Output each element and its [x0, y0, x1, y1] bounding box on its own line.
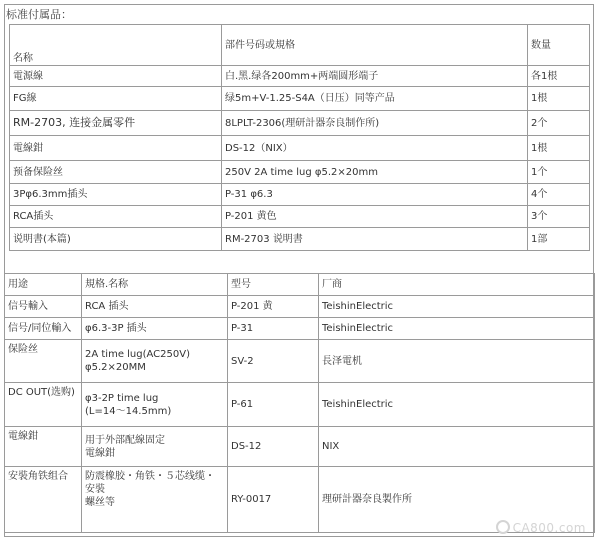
table-row: [10, 184, 590, 206]
spec-cell: φ3-2P time lug (L=14～14.5mm): [82, 383, 228, 427]
item-spec: RM-2703 说明書: [222, 228, 528, 251]
use-cell: DC OUT(选购): [5, 383, 82, 427]
table-row: [10, 228, 590, 251]
header-name: 名称: [10, 25, 222, 66]
model-cell: P-31: [228, 318, 319, 340]
spec-cell: φ6.3-3P 插头: [82, 318, 228, 340]
item-name: 预备保险丝: [10, 161, 222, 184]
table-row: [10, 66, 590, 87]
item-name: 電線鉗: [10, 136, 222, 161]
table-row: [5, 340, 595, 383]
item-name: RCA插头: [10, 206, 222, 228]
item-name: 3Pφ6.3mm插头: [10, 184, 222, 206]
item-qty: 3个: [528, 206, 590, 228]
optional-parts-table: [4, 273, 595, 533]
item-qty: 1根: [528, 87, 590, 111]
table-row: [10, 136, 590, 161]
item-name: 说明書(本篇): [10, 228, 222, 251]
maker-cell: 理研計器奈良製作所: [319, 467, 595, 533]
model-cell: SV-2: [228, 340, 319, 383]
item-qty: 各1根: [528, 66, 590, 87]
use-cell: 電線鉗: [5, 427, 82, 467]
item-qty: 1根: [528, 136, 590, 161]
spec-cell: 用于外部配線固定 電線鉗: [82, 427, 228, 467]
standard-accessories-table: [9, 24, 590, 251]
maker-cell: NIX: [319, 427, 595, 467]
item-spec: 250V 2A time lug φ5.2×20mm: [222, 161, 528, 184]
header-maker: 厂商: [319, 274, 595, 296]
item-name: RM-2703, 连接金属零件: [10, 111, 222, 136]
header-use: 用途: [5, 274, 82, 296]
table-row: [10, 206, 590, 228]
item-spec: 8LPLT-2306(理研計器奈良制作所): [222, 111, 528, 136]
item-spec: 白.黑.绿各200mm+两端圆形端子: [222, 66, 528, 87]
header-part-number: 部件号码或規格: [222, 25, 528, 66]
use-cell: 安裝角铁组合: [5, 467, 82, 533]
maker-cell: 長泽電机: [319, 340, 595, 383]
table-row: [5, 318, 595, 340]
spec-cell: 2A time lug(AC250V) φ5.2×20MM: [82, 340, 228, 383]
use-cell: 信号輸入: [5, 296, 82, 318]
use-cell: 保险丝: [5, 340, 82, 383]
item-qty: 1个: [528, 161, 590, 184]
header-spec: 規格.名称: [82, 274, 228, 296]
item-name: 電源線: [10, 66, 222, 87]
watermark: CA800.com: [496, 520, 586, 535]
table-row: [10, 111, 590, 136]
use-cell: 信号/同位輸入: [5, 318, 82, 340]
maker-cell: TeishinElectric: [319, 296, 595, 318]
table-header-row: [10, 25, 590, 66]
item-qty: 2个: [528, 111, 590, 136]
table-row: [10, 161, 590, 184]
item-spec: P-31 φ6.3: [222, 184, 528, 206]
table-row: [5, 427, 595, 467]
maker-cell: TeishinElectric: [319, 383, 595, 427]
table-row: [10, 87, 590, 111]
item-name: FG線: [10, 87, 222, 111]
maker-cell: TeishinElectric: [319, 318, 595, 340]
model-cell: P-201 黄: [228, 296, 319, 318]
item-qty: 1部: [528, 228, 590, 251]
gear-logo-icon: [496, 520, 510, 534]
model-cell: P-61: [228, 383, 319, 427]
item-spec: P-201 黄色: [222, 206, 528, 228]
spec-cell: 防震橡胶・角铁・５芯线缆・ 安裝 螺丝等: [82, 467, 228, 533]
item-qty: 4个: [528, 184, 590, 206]
model-cell: RY-0017: [228, 467, 319, 533]
model-cell: DS-12: [228, 427, 319, 467]
header-quantity: 数量: [528, 25, 590, 66]
spec-cell: RCA 插头: [82, 296, 228, 318]
header-model: 型号: [228, 274, 319, 296]
item-spec: 绿5m+V-1.25-S4A（日压）同等产品: [222, 87, 528, 111]
table-row: [5, 383, 595, 427]
table-row: [5, 296, 595, 318]
item-spec: DS-12（NIX）: [222, 136, 528, 161]
section-heading: 标准付属品：: [6, 8, 72, 21]
table-header-row: [5, 274, 595, 296]
